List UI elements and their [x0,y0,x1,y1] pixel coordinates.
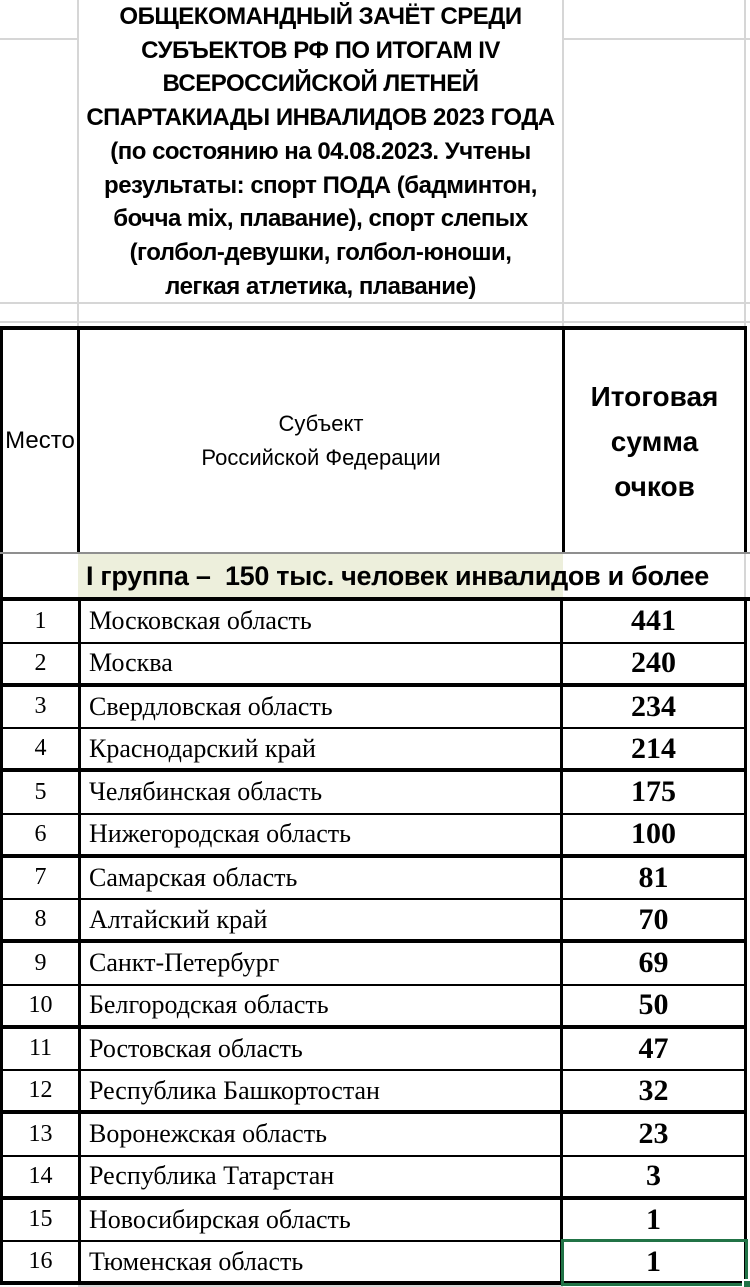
table-row [3,1200,744,1243]
region-cell[interactable]: Республика Башкортостан [89,1075,380,1105]
place-cell[interactable]: 6 [3,815,81,854]
score-cell[interactable]: 100 [560,815,744,854]
score-cell[interactable]: 234 [560,687,744,728]
gridline [0,38,77,40]
fill-handle[interactable] [742,1279,750,1287]
region-cell[interactable]: Алтайский край [89,904,268,934]
region-cell[interactable]: Самарская область [89,862,298,892]
region-cell[interactable]: Новосибирская область [89,1204,351,1234]
header-region-label-line1: Субъект [278,411,364,436]
title-line: ВСЕРОССИЙСКОЙ ЛЕТНЕЙ [162,70,479,98]
table-row [3,1157,744,1200]
place-cell[interactable]: 15 [3,1200,81,1241]
region-cell[interactable]: Тюменская область [89,1246,304,1276]
place-cell[interactable]: 2 [3,644,81,683]
table-row [3,729,744,772]
header-region-label-line2: Российской Федерации [201,445,441,470]
score-cell[interactable]: 214 [560,729,744,768]
table-row [3,815,744,858]
table-row [3,687,744,730]
header-cell-score[interactable] [565,330,744,552]
title-line: СПАРТАКИАДЫ ИНВАЛИДОВ 2023 ГОДА [86,104,555,132]
header-place-label: Место [5,427,75,454]
place-cell[interactable]: 4 [3,729,81,768]
place-cell[interactable]: 13 [3,1114,81,1155]
score-cell selected[interactable]: 1 [560,1242,744,1281]
gridline [0,321,750,323]
table-row [3,772,744,815]
score-cell[interactable]: 441 [560,601,744,642]
title-line: результаты: спорт ПОДА (бадминтон, [104,171,537,199]
region-cell[interactable]: Республика Татарстан [89,1161,335,1191]
region-cell[interactable]: Краснодарский край [89,733,316,763]
score-cell[interactable]: 81 [560,858,744,899]
header-cell-region[interactable] [80,330,562,552]
place-cell[interactable]: 16 [3,1242,81,1281]
place-cell[interactable]: 1 [3,601,81,642]
region-cell[interactable]: Воронежская область [89,1119,327,1149]
region-cell[interactable]: Нижегородская область [89,819,351,849]
title-line: бочча mix, плавание), спорт слепых [113,205,528,233]
place-cell[interactable]: 8 [3,900,81,939]
gridline [744,0,746,326]
gridline [744,554,746,597]
table-row [3,1114,744,1157]
title-cell[interactable] [78,0,563,303]
place-cell[interactable]: 12 [3,1071,81,1110]
title-line: легкая атлетика, плавание) [165,272,476,300]
region-cell[interactable]: Свердловская область [89,691,333,721]
table-border [744,326,747,554]
header-score-label-line3: очков [614,470,695,502]
header-score-label-line1: Итоговая [590,380,719,412]
score-cell[interactable]: 1 [560,1200,744,1241]
score-cell[interactable]: 175 [560,772,744,813]
table-row [3,986,744,1029]
place-cell[interactable]: 14 [3,1157,81,1196]
header-score-label-line2: сумма [610,425,699,457]
table-row [3,943,744,986]
place-cell[interactable]: 3 [3,687,81,728]
score-cell[interactable]: 47 [560,1029,744,1070]
score-cell[interactable]: 23 [560,1114,744,1155]
title-line: (голбол-девушки, голбол-юноши, [129,238,512,266]
table-border [744,597,747,1285]
table-row [3,1029,744,1072]
table-row [3,644,744,687]
place-cell[interactable]: 11 [3,1029,81,1070]
standings-table [3,601,744,1285]
title-line: ОБЩЕКОМАНДНЫЙ ЗАЧЁТ СРЕДИ [119,3,522,30]
table-row [3,900,744,943]
region-cell[interactable]: Белгородская область [89,990,329,1020]
place-cell[interactable]: 10 [3,986,81,1025]
title-line: СУБЪЕКТОВ РФ ПО ИТОГАМ IV [141,36,500,64]
score-cell[interactable]: 70 [560,900,744,939]
score-cell[interactable]: 50 [560,986,744,1025]
table-row [3,1071,744,1114]
table-row [3,601,744,644]
place-cell[interactable]: 9 [3,943,81,984]
region-cell[interactable]: Челябинская область [89,777,323,807]
group-header-cell[interactable]: I группа – 150 тыс. человек инвалидов и более [86,561,709,591]
place-cell[interactable]: 7 [3,858,81,899]
score-cell[interactable]: 3 [560,1157,744,1196]
region-cell[interactable]: Москва [89,648,173,678]
header-cell-place[interactable] [3,330,77,552]
active-cell-border[interactable] [561,1239,748,1286]
title-line: (по состоянию на 04.08.2023. Учтены [110,137,531,165]
table-row [3,858,744,901]
score-cell[interactable]: 69 [560,943,744,984]
region-cell[interactable]: Московская область [89,606,312,636]
region-cell[interactable]: Ростовская область [89,1033,303,1063]
score-cell[interactable]: 240 [560,644,744,683]
place-cell[interactable]: 5 [3,772,81,813]
score-cell[interactable]: 32 [560,1071,744,1110]
region-cell[interactable]: Санкт-Петербург [89,948,280,978]
gridline [562,38,750,40]
